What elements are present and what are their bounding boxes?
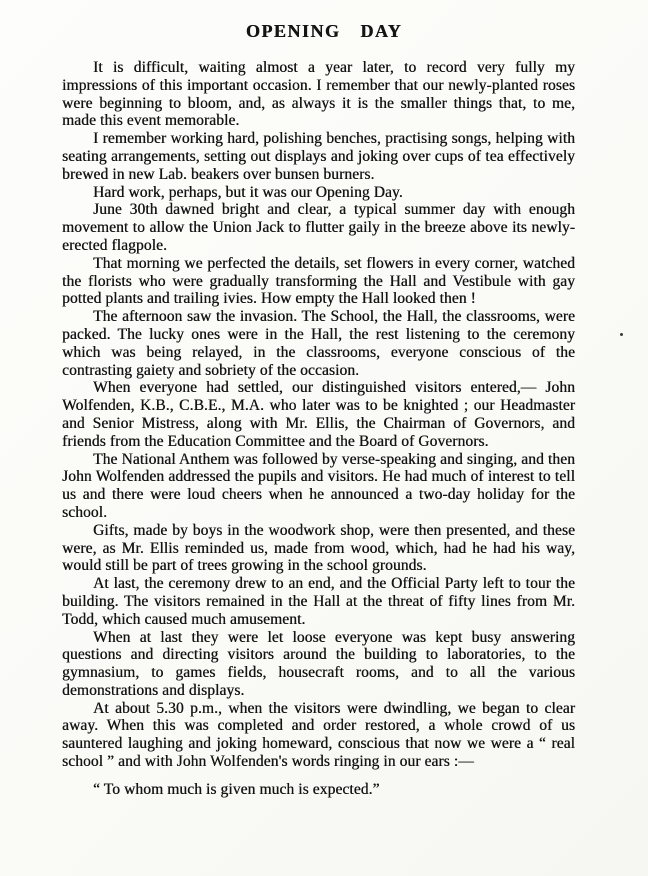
scan-speck [620,333,623,336]
paragraph-6: The afternoon saw the invasion. The School, the Hall, the classrooms, were packed. The lucky ones were in the Hall, the rest listening to the ceremony which was being relayed, in the classrooms, everyone conscious of the contrasting gaiety and sobriety of the occasion. [62,308,575,379]
paragraph-3: Hard work, perhaps, but it was our Opening Day. [93,183,403,201]
paragraph-10: At last, the ceremony drew to an end, and the Official Party left to tour the building. The visitors remained in the Hall at the threat of fifty lines from Mr. Todd, which caused much amusement. [62,575,575,628]
paragraph-11: When at last they were let loose everyone was kept busy answering questions and directing visitors around the building to laboratories, to the gymnasium, to games fields, housecraft rooms, and to all the various demonstrations and displays. [62,628,575,699]
paragraph-8: The National Anthem was followed by verse-speaking and singing, and then John Wolfenden addressed the pupils and visitors. He had much of interest to tell us and there were loud cheers when he announced a two-day holiday for the school. [62,450,575,521]
paragraph-7: When everyone had settled, our distinguished visitors entered,— John Wolfenden, K.B., C.B.E., M.A. who later was to be knighted ; our Headmaster and Senior Mistress, along with Mr. Ellis, the Chairman of Governors, and friends from the Education Committee and the Board of Governors. [62,379,575,450]
closing-quote: “ To whom much is given much is expected.” [93,780,380,798]
paragraph-4: June 30th dawned bright and clear, a typical summer day with enough movement to allow the Union Jack to flutter gaily in the breeze above its newly-erected flagpole. [62,201,575,254]
page-title: OPENING DAY [245,21,403,41]
paragraph-2: I remember working hard, polishing benches, practising songs, helping with seating arrangements, setting out displays and joking over cups of tea effectively brewed in new Lab. beakers over bunsen burners. [62,130,575,183]
document-body [62,59,575,799]
paragraph-12: At about 5.30 p.m., when the visitors were dwindling, we began to clear away. When this was completed and order restored, a whole crowd of us sauntered laughing and joking homeward, conscious that now we were a “ real school ” and with John Wolfenden's words ringing in our ears :— [62,699,575,771]
paragraph-9: Gifts, made by boys in the woodwork shop, were then presented, and these were, as Mr. Ellis reminded us, made from wood, which, had he had his way, would still be part of trees growing in the school grounds. [62,521,575,575]
paragraph-1: It is difficult, waiting almost a year later, to record very fully my impressions of this important occasion. I remember that our newly-planted roses were beginning to bloom, and, as always it is the smaller things that, to me, made this event memorable. [62,59,575,130]
paragraph-5: That morning we perfected the details, set flowers in every corner, watched the florists who were gradually transforming the Hall and Vestibule with gay potted plants and trailing ivies. How empty the Hall looked then ! [62,254,575,308]
